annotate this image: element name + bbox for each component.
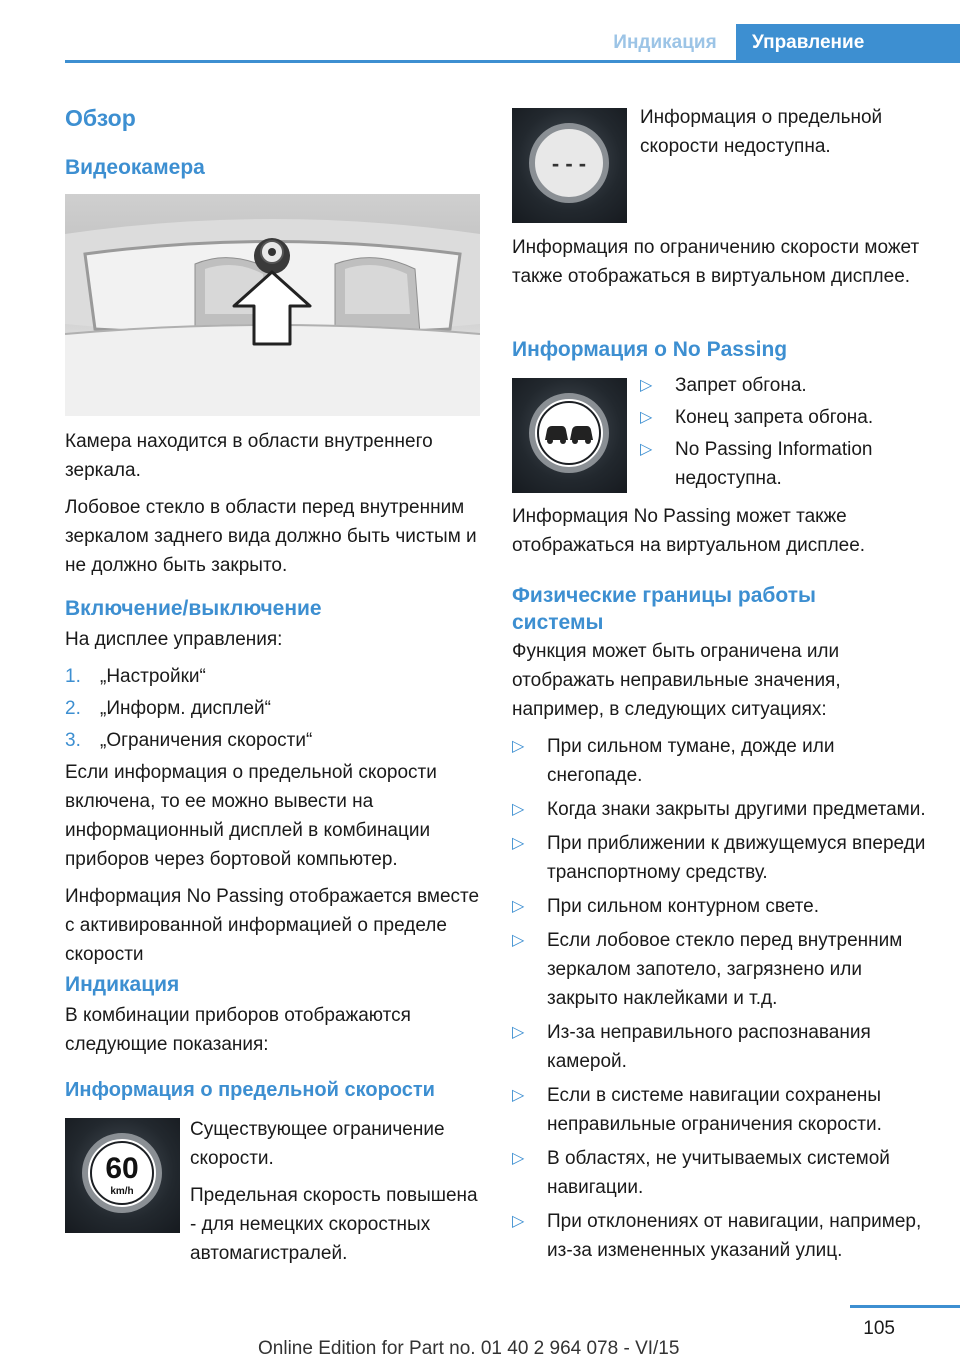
list-item-text: Запрет обгона.	[675, 375, 807, 396]
unavailable-text: Информация о предельной скорости недоступна.	[640, 107, 883, 157]
list-item	[640, 371, 930, 400]
indication-section	[65, 1001, 483, 1059]
list-item	[512, 1144, 932, 1202]
virtual-display-text: Информация по ограничению скорости может также отображаться в виртуальном дисплее.	[512, 237, 920, 287]
heading-camera: Видеокамера	[65, 156, 205, 179]
onoff-section	[65, 625, 483, 969]
tab-indication[interactable]: Индикация	[613, 32, 717, 53]
list-item	[512, 829, 932, 887]
bullet-icon: ▷	[512, 1150, 525, 1167]
no-passing-sign-icon	[512, 378, 627, 493]
list-item-text: Если лобовое стекло перед внутренним зеркалом запотело, загрязнено или закрыто наклейками и т.д.	[547, 930, 903, 1009]
step-text: „Настройки“	[100, 666, 206, 687]
list-item	[512, 795, 932, 824]
list-item-text: Когда знаки закрыты другими предметами.	[547, 799, 926, 820]
virtual-display-block	[512, 233, 932, 291]
left-column-text	[65, 427, 483, 580]
list-item	[512, 1207, 932, 1265]
list-item-text: Конец запрета обгона.	[675, 407, 874, 428]
list-item	[640, 435, 930, 493]
list-item	[65, 726, 483, 758]
bullet-icon: ▷	[640, 409, 653, 426]
heading-speed-info: Информация о предельной скорости	[65, 1079, 435, 1101]
edition-footer: Online Edition for Part no. 01 40 2 964 078 - VI/15	[258, 1338, 680, 1359]
list-item	[512, 1081, 932, 1139]
bullet-icon: ▷	[512, 1087, 525, 1104]
sign-60-unit: km/h	[110, 1186, 134, 1197]
car-interior-illustration	[65, 194, 480, 416]
heading-onoff: Включение/выключение	[65, 597, 322, 620]
list-item	[512, 926, 932, 1013]
bullet-icon: ▷	[512, 932, 525, 949]
no-passing-virtual-text: Информация No Passing может также отображаться на виртуальном дисплее.	[512, 506, 866, 556]
steps-list	[65, 662, 483, 758]
step-text: „Информ. дисплей“	[100, 698, 271, 719]
no-passing-virtual-block	[512, 502, 932, 560]
list-item-text: Из-за неправильного распознавания камерой.	[547, 1022, 871, 1072]
bullet-icon: ▷	[512, 1213, 525, 1230]
list-item-text: При отклонениях от навигации, например, из-за измененных указаний улиц.	[547, 1211, 922, 1261]
bullet-icon: ▷	[640, 377, 653, 394]
heading-indication: Индикация	[65, 973, 180, 996]
list-item	[65, 662, 483, 694]
tab-control[interactable]: Управление	[736, 24, 960, 63]
no-passing-image	[512, 378, 627, 493]
cluster-text: В комбинации приборов отображаются следующие показания:	[65, 1005, 411, 1055]
list-item	[65, 694, 483, 726]
bullet-icon: ▷	[512, 1024, 525, 1041]
display-text: На дисплее управления:	[65, 629, 283, 650]
raised-limit-text: Предельная скорость повышена - для немецких скоростных автомагистралей.	[190, 1185, 478, 1264]
bullet-icon: ▷	[640, 441, 653, 458]
step-text: „Ограничения скорости“	[100, 730, 313, 751]
list-item-text: При сильном тумане, дожде или снегопаде.	[547, 736, 835, 786]
no-passing-list	[640, 371, 930, 493]
speed-unavailable-icon	[512, 108, 627, 223]
camera-location-text: Камера находится в области внутреннего зеркала.	[65, 431, 433, 481]
bullet-icon: ▷	[512, 801, 525, 818]
unavailable-text-block	[640, 103, 930, 161]
bullet-icon: ▷	[512, 835, 525, 852]
heading-no-passing: Информация о No Passing	[512, 338, 788, 361]
speed-unavailable-image	[512, 108, 627, 223]
step-number: 2.	[65, 698, 81, 719]
header-rule	[65, 60, 960, 63]
existing-limit-text: Существующее ограничение скорости.	[190, 1119, 445, 1169]
list-item-text: В областях, не учитываемых системой навигации.	[547, 1148, 890, 1198]
list-item-text: Если в системе навигации сохранены неправильные ограничения скорости.	[547, 1085, 882, 1135]
bullet-icon: ▷	[512, 738, 525, 755]
step-number: 3.	[65, 730, 81, 751]
heading-overview: Обзор	[65, 105, 136, 131]
list-item	[512, 732, 932, 790]
speed-limit-60-image	[65, 1118, 180, 1233]
limits-list	[512, 732, 932, 1265]
list-item-text: При сильном контурном свете.	[547, 896, 820, 917]
system-limits-section	[512, 637, 932, 1265]
heading-system-limits: Физические границы работы системы	[512, 584, 816, 634]
list-item-text: При приближении к движущемуся впереди транспортному средству.	[547, 833, 926, 883]
windshield-text: Лобовое стекло в области перед внутренним зеркалом заднего вида должно быть чистым и не должно быть закрыто.	[65, 497, 477, 576]
list-item	[640, 403, 930, 432]
limits-intro-text: Функция может быть ограничена или отображать неправильные значения, например, в следующих ситуациях:	[512, 641, 841, 720]
list-item	[512, 1018, 932, 1076]
speed-info-enable-text: Если информация о предельной скорости включена, то ее можно вывести на информационный дисплей в комбинации приборов через бортовой компьютер.	[65, 762, 437, 870]
step-number: 1.	[65, 666, 81, 687]
speed-info-text	[190, 1115, 482, 1268]
speed-sign-icon	[65, 1118, 180, 1233]
footer-rule	[850, 1305, 960, 1308]
page-number: 105	[863, 1318, 895, 1339]
sign-dashes: - - -	[551, 151, 587, 176]
sign-60-value: 60	[105, 1152, 139, 1185]
bullet-icon: ▷	[512, 898, 525, 915]
list-item-text: No Passing Information недоступна.	[675, 439, 873, 489]
camera-illustration	[65, 194, 480, 416]
list-item	[512, 892, 932, 921]
no-passing-shown-text: Информация No Passing отображается вместе с активированной информацией о пределе скорости	[65, 886, 480, 965]
